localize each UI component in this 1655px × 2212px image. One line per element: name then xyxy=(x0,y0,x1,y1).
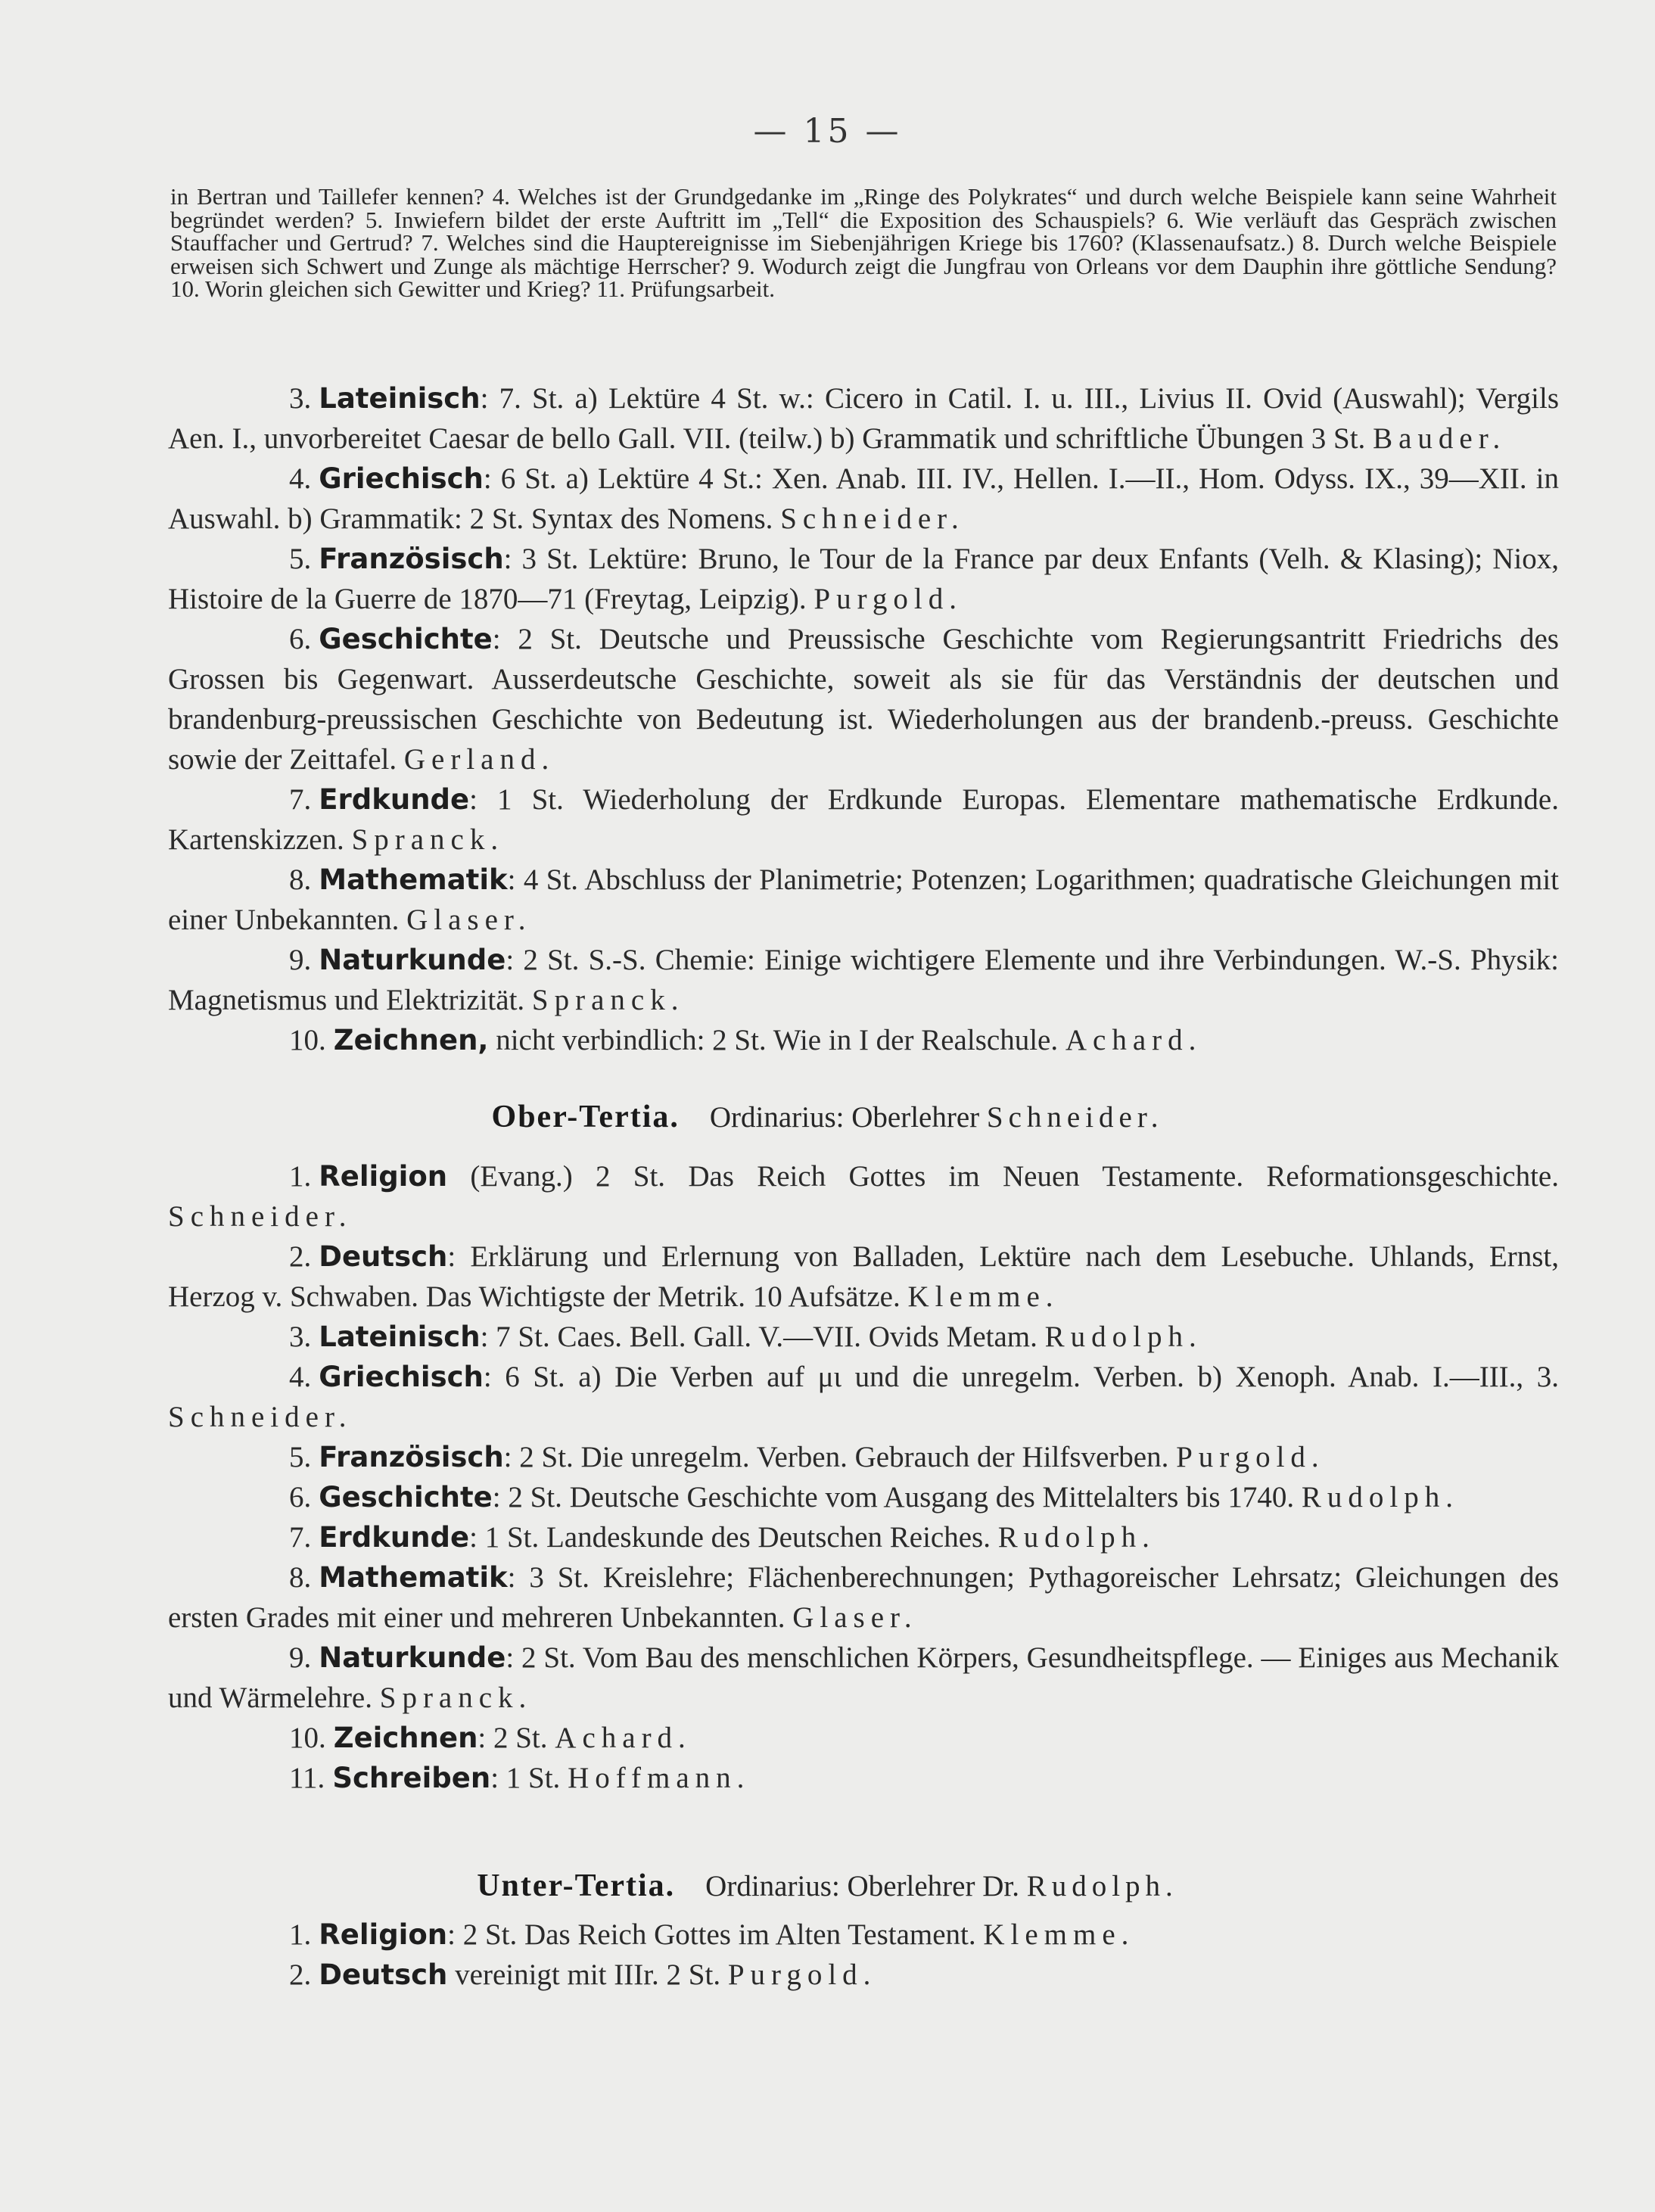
subject-label: Deutsch xyxy=(319,1958,448,1991)
list-item xyxy=(168,1477,1559,1517)
item-number: 5. xyxy=(289,543,312,575)
intro-paragraph: in Bertran und Taillefer kennen? 4. Welches ist der Grundgedanke im „Ringe des Polykrates“ und durch welche Beispiele kann seine Wahrheit begründet werden? 5. Inwiefern bildet der erste Auftritt im „Tell“ die Exposition des Schauspiels? 6. Wie verläuft das Gespräch zwischen Stauffacher und Gertrud? 7. Welches sind die Hauptereignisse im Siebenjährigen Kriege bis 1760? (Klassenaufsatz.) 8. Durch welche Beispiele erweisen sich Schwert und Zunge als mächtige Herrscher? 9. Wodurch zeigt die Jungfrau von Orleans vor dem Dauphin ihre göttliche Sendung? 10. Worin gleichen sich Gewitter und Krieg? 11. Prüfungsarbeit. xyxy=(170,183,1557,302)
subject-label: Zeichnen xyxy=(333,1722,478,1754)
teacher-name: Purgold. xyxy=(727,1958,877,1991)
unter-tertia-heading xyxy=(0,1868,1655,1904)
list-item xyxy=(168,1020,1559,1060)
class-title: Unter-Tertia. xyxy=(477,1868,676,1903)
item-number: 8. xyxy=(289,863,312,896)
subject-label: Naturkunde xyxy=(319,944,506,976)
item-text: (Evang.) 2 St. Das Reich Gottes im Neuen Testamente. Reformationsgeschichte. xyxy=(447,1160,1559,1193)
subject-label: Griechisch xyxy=(319,462,484,495)
teacher-name: Glaser. xyxy=(406,904,532,936)
list-item xyxy=(168,539,1559,619)
item-text: : 3 St. Kreislehre; Flächenberechnungen; Pythagoreischer Lehrsatz; Gleichungen des ersten Grades mit einer und mehreren Unbekannten. xyxy=(168,1561,1559,1634)
item-number: 6. xyxy=(289,623,312,655)
item-number: 3. xyxy=(289,382,312,415)
section-continuation xyxy=(168,378,1559,1060)
list-item xyxy=(168,1718,1559,1758)
item-text: : 6 St. a) Die Verben auf μι und die unregelm. Verben. b) Xenoph. Anab. I.—III., 3. xyxy=(483,1361,1559,1393)
list-item xyxy=(168,1557,1559,1638)
list-item xyxy=(168,1638,1559,1718)
teacher-name: Klemme. xyxy=(907,1280,1059,1313)
teacher-name: Rudolph. xyxy=(1044,1321,1202,1353)
ordinarius-name: Rudolph. xyxy=(1026,1870,1178,1902)
page-number: — 15 — xyxy=(753,112,902,151)
item-number: 1. xyxy=(289,1160,312,1193)
item-text: vereinigt mit IIIr. 2 St. xyxy=(447,1958,721,1991)
subject-label: Religion xyxy=(319,1918,448,1951)
teacher-name: Klemme. xyxy=(983,1918,1135,1951)
teacher-name: Purgold. xyxy=(814,583,963,615)
item-text: : 7 St. Caes. Bell. Gall. V.—VII. Ovids Metam. xyxy=(480,1321,1037,1353)
teacher-name: Purgold. xyxy=(1176,1441,1325,1473)
subject-label: Geschichte xyxy=(319,623,493,655)
subject-label: Erdkunde xyxy=(319,1521,470,1554)
teacher-name: Spranck. xyxy=(531,984,685,1016)
teacher-name: Gerland. xyxy=(403,743,555,776)
teacher-name: Rudolph. xyxy=(1301,1481,1459,1514)
ordinarius-label: Ordinarius: Oberlehrer xyxy=(709,1101,980,1134)
subject-label: Lateinisch xyxy=(319,1321,481,1353)
item-number: 4. xyxy=(289,1361,312,1393)
item-number: 7. xyxy=(289,1521,312,1554)
subject-label: Französisch xyxy=(319,1441,504,1473)
item-number: 1. xyxy=(289,1918,312,1951)
item-text: : 2 St. Deutsche Geschichte vom Ausgang des Mittelalters bis 1740. xyxy=(492,1481,1295,1514)
subject-label: Mathematik xyxy=(319,863,508,896)
item-number: 2. xyxy=(289,1240,312,1273)
item-text: : 2 St. xyxy=(478,1722,548,1754)
item-number: 7. xyxy=(289,783,312,816)
teacher-name: Hoffmann. xyxy=(568,1762,751,1794)
teacher-name: Spranck. xyxy=(351,823,505,856)
item-number: 9. xyxy=(289,944,312,976)
item-text: : 1 St. xyxy=(490,1762,561,1794)
teacher-name: Rudolph. xyxy=(997,1521,1156,1554)
list-item xyxy=(168,1156,1559,1237)
list-item xyxy=(168,1955,1559,1995)
item-number: 10. xyxy=(289,1024,326,1056)
subject-label: Geschichte xyxy=(319,1481,493,1514)
item-text: : 3 St. Lektüre: Bruno, le Tour de la France par deux Enfants (Velh. & Klasing); Niox, Histoire de la Guerre de 1870—71 (Freytag, Leipzig). xyxy=(168,543,1559,615)
item-number: 2. xyxy=(289,1958,312,1991)
class-title: Ober-Tertia. xyxy=(491,1100,680,1134)
item-text: : Erklärung und Erlernung von Balladen, Lektüre nach dem Lesebuche. Uhlands, Ernst, Herzog v. Schwaben. Das Wichtigste der Metrik. 10 Aufsätze. xyxy=(168,1240,1559,1313)
item-text: : 2 St. Das Reich Gottes im Alten Testament. xyxy=(447,1918,976,1951)
teacher-name: Schneider. xyxy=(168,1401,353,1433)
ober-tertia-section xyxy=(168,1156,1559,1798)
teacher-name: Schneider. xyxy=(168,1200,353,1233)
item-text: : 1 St. Wiederholung der Erdkunde Europas. Elementare mathematische Erdkunde. Kartenskizzen. xyxy=(168,783,1559,856)
subject-label: Mathematik xyxy=(319,1561,508,1594)
subject-label: Lateinisch xyxy=(319,382,481,415)
list-item xyxy=(168,860,1559,940)
item-number: 3. xyxy=(289,1321,312,1353)
list-item xyxy=(168,1317,1559,1357)
list-item xyxy=(168,1758,1559,1798)
ober-tertia-heading xyxy=(0,1099,1655,1135)
teacher-name: Spranck. xyxy=(379,1682,533,1714)
item-number: 5. xyxy=(289,1441,312,1473)
subject-label: Deutsch xyxy=(319,1240,448,1273)
list-item xyxy=(168,1357,1559,1437)
item-number: 10. xyxy=(289,1722,326,1754)
list-item xyxy=(168,779,1559,860)
list-item xyxy=(168,1237,1559,1317)
item-text: : 2 St. Die unregelm. Verben. Gebrauch der Hilfsverben. xyxy=(503,1441,1169,1473)
item-number: 9. xyxy=(289,1641,312,1674)
list-item xyxy=(168,1517,1559,1557)
list-item xyxy=(168,459,1559,539)
teacher-name: Schneider. xyxy=(780,502,965,535)
teacher-name: Achard. xyxy=(555,1722,692,1754)
item-text: : 2 St. Deutsche und Preussische Geschichte vom Regierungsantritt Friedrichs des Grossen bis Gegenwart. Ausserdeutsche Geschichte, soweit als sie für das Verständnis der deutschen und brandenburg-preussischen Geschichte von Bedeutung ist. Wiederholungen aus der brandenb.-preuss. Geschichte sowie der Zeittafel. xyxy=(168,623,1559,776)
item-text: : 2 St. Vom Bau des menschlichen Körpers, Gesundheitspflege. — Einiges aus Mechanik und Wärmelehre. xyxy=(168,1641,1559,1714)
unter-tertia-section xyxy=(168,1915,1559,1995)
list-item xyxy=(168,378,1559,459)
item-number: 11. xyxy=(289,1762,325,1794)
subject-label: Naturkunde xyxy=(319,1641,506,1674)
teacher-name: Glaser. xyxy=(792,1601,918,1634)
list-item xyxy=(168,1915,1559,1955)
item-number: 8. xyxy=(289,1561,312,1594)
subject-label: Griechisch xyxy=(319,1361,484,1393)
teacher-name: Bauder. xyxy=(1373,422,1507,455)
subject-label: Erdkunde xyxy=(319,783,470,816)
item-text: : 1 St. Landeskunde des Deutschen Reiches. xyxy=(469,1521,991,1554)
item-text: : 2 St. S.-S. Chemie: Einige wichtigere Elemente und ihre Verbindungen. W.-S. Physik: Magnetismus und Elektrizität. xyxy=(168,944,1559,1016)
subject-label: Französisch xyxy=(319,543,504,575)
item-text: : 6 St. a) Lektüre 4 St.: Xen. Anab. III. IV., Hellen. I.—II., Hom. Odyss. IX., 39—XII. in Auswahl. b) Grammatik: 2 St. Syntax des Nomens. xyxy=(168,462,1559,535)
subject-label: Schreiben xyxy=(332,1762,491,1794)
item-text: nicht verbindlich: 2 St. Wie in I der Realschule. xyxy=(488,1024,1059,1056)
ordinarius-label: Ordinarius: Oberlehrer Dr. xyxy=(705,1870,1019,1902)
list-item xyxy=(168,619,1559,779)
teacher-name: Achard. xyxy=(1065,1024,1202,1056)
list-item xyxy=(168,1437,1559,1477)
item-text: : 4 St. Abschluss der Planimetrie; Potenzen; Logarithmen; quadratische Gleichungen mit einer Unbekannten. xyxy=(168,863,1559,936)
item-text: : 7. St. a) Lektüre 4 St. w.: Cicero in Catil. I. u. III., Livius II. Ovid (Auswahl); Vergils Aen. I., unvorbereitet Caesar de bello Gall. VII. (teilw.) b) Grammatik und schriftliche Übungen 3 St. xyxy=(168,382,1559,455)
item-number: 4. xyxy=(289,462,312,495)
subject-label: Zeichnen, xyxy=(333,1024,489,1056)
item-number: 6. xyxy=(289,1481,312,1514)
ordinarius-name: Schneider. xyxy=(986,1101,1164,1134)
list-item xyxy=(168,940,1559,1020)
subject-label: Religion xyxy=(319,1160,448,1193)
